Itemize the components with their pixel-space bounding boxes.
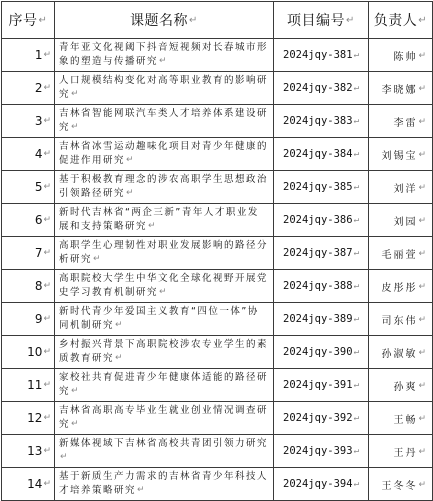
return-arrow-icon: ↵ bbox=[353, 313, 359, 324]
return-arrow-icon: ↵ bbox=[418, 183, 428, 193]
return-arrow-icon: ↵ bbox=[353, 280, 359, 291]
cell-project-code bbox=[274, 237, 369, 270]
cell-project-name bbox=[55, 303, 274, 336]
table-body bbox=[2, 39, 433, 501]
cell-project-code bbox=[274, 303, 369, 336]
project-table bbox=[1, 1, 433, 501]
project-code-text: 2024jqy-391 bbox=[283, 379, 353, 391]
return-arrow-icon: ↵ bbox=[353, 49, 359, 60]
return-arrow-icon: ↵ bbox=[346, 15, 355, 26]
return-arrow-icon: ↵ bbox=[159, 56, 169, 66]
return-arrow-icon: ↵ bbox=[126, 188, 136, 198]
project-owner-text: 刘园 bbox=[393, 216, 418, 228]
cell-project-name bbox=[55, 72, 274, 105]
return-arrow-icon: ↵ bbox=[353, 115, 359, 126]
table-row bbox=[2, 237, 433, 270]
table-row bbox=[2, 72, 433, 105]
project-name-text: 基于积极教育理念的涉农高职学生思想政治引领路径研究 bbox=[59, 174, 269, 199]
return-arrow-icon: ↵ bbox=[43, 83, 51, 93]
header-cell-index bbox=[2, 2, 55, 39]
cell-project-name bbox=[55, 402, 274, 435]
cell-project-owner bbox=[369, 138, 433, 171]
project-owner-text: 王丹 bbox=[393, 447, 418, 459]
cell-project-name bbox=[55, 270, 274, 303]
cell-project-owner bbox=[369, 105, 433, 138]
cell-project-owner bbox=[369, 204, 433, 237]
cell-project-owner bbox=[369, 468, 433, 501]
project-code-text: 2024jqy-386 bbox=[283, 214, 353, 226]
cell-project-code bbox=[274, 468, 369, 501]
return-arrow-icon: ↵ bbox=[43, 281, 51, 291]
return-arrow-icon: ↵ bbox=[353, 412, 359, 423]
return-arrow-icon: ↵ bbox=[60, 452, 70, 462]
project-code-text: 2024jqy-393 bbox=[283, 445, 353, 457]
project-owner-text: 李雷 bbox=[393, 117, 418, 129]
table-row bbox=[2, 435, 433, 468]
row-index-text: 11 bbox=[27, 378, 43, 392]
return-arrow-icon: ↵ bbox=[418, 348, 428, 358]
cell-project-name bbox=[55, 336, 274, 369]
project-owner-text: 孙淑敏 bbox=[381, 348, 418, 360]
cell-project-owner bbox=[369, 237, 433, 270]
return-arrow-icon: ↵ bbox=[43, 347, 51, 357]
return-arrow-icon: ↵ bbox=[71, 386, 81, 396]
return-arrow-icon: ↵ bbox=[43, 116, 51, 126]
cell-project-code bbox=[274, 204, 369, 237]
project-code-text: 2024jqy-389 bbox=[283, 313, 353, 325]
cell-row-index bbox=[2, 171, 55, 204]
cell-row-index bbox=[2, 270, 55, 303]
cell-project-owner bbox=[369, 171, 433, 204]
return-arrow-icon: ↵ bbox=[418, 249, 428, 259]
header-cell-code bbox=[274, 2, 369, 39]
row-index-text: 1 bbox=[34, 48, 43, 62]
cell-project-code bbox=[274, 171, 369, 204]
cell-project-owner bbox=[369, 72, 433, 105]
row-index-text: 4 bbox=[34, 147, 43, 161]
return-arrow-icon: ↵ bbox=[418, 117, 428, 127]
project-code-text: 2024jqy-385 bbox=[283, 181, 353, 193]
return-arrow-icon: ↵ bbox=[418, 282, 428, 292]
project-code-text: 2024jqy-394 bbox=[283, 478, 353, 490]
return-arrow-icon: ↵ bbox=[93, 254, 103, 264]
project-name-text: 吉林省智能网联汽车类人才培养体系建设研究 bbox=[59, 108, 269, 133]
project-owner-text: 刘锡宝 bbox=[381, 150, 418, 162]
header-row bbox=[2, 2, 433, 39]
project-name-text: 吉林省冰雪运动趣味化项目对青少年健康的促进作用研究 bbox=[59, 141, 269, 166]
project-owner-text: 王冬冬 bbox=[381, 480, 418, 492]
table-row bbox=[2, 402, 433, 435]
return-arrow-icon: ↵ bbox=[418, 150, 428, 160]
return-arrow-icon: ↵ bbox=[353, 82, 359, 93]
return-arrow-icon: ↵ bbox=[353, 247, 359, 258]
project-code-text: 2024jqy-390 bbox=[283, 346, 353, 358]
table-row bbox=[2, 336, 433, 369]
return-arrow-icon: ↵ bbox=[115, 353, 125, 363]
project-name-text: 新媒体视域下吉林省高校共青团引领力研究 bbox=[59, 438, 269, 449]
cell-project-name bbox=[55, 105, 274, 138]
return-arrow-icon: ↵ bbox=[115, 320, 125, 330]
row-index-text: 7 bbox=[34, 246, 43, 260]
return-arrow-icon: ↵ bbox=[71, 122, 81, 132]
cell-project-owner bbox=[369, 39, 433, 72]
row-index-text: 13 bbox=[27, 444, 43, 458]
return-arrow-icon: ↵ bbox=[353, 181, 359, 192]
return-arrow-icon: ↵ bbox=[418, 216, 428, 226]
cell-project-name bbox=[55, 237, 274, 270]
cell-project-name bbox=[55, 171, 274, 204]
return-arrow-icon: ↵ bbox=[43, 248, 51, 258]
project-code-text: 2024jqy-381 bbox=[283, 49, 353, 61]
cell-row-index bbox=[2, 39, 55, 72]
header-cell-name bbox=[55, 2, 274, 39]
return-arrow-icon: ↵ bbox=[137, 485, 147, 495]
cell-row-index bbox=[2, 237, 55, 270]
project-code-text: 2024jqy-384 bbox=[283, 148, 353, 160]
project-name-text: 高职院校大学生中华文化全球化视野开展党史学习教育机制研究 bbox=[59, 273, 269, 298]
table-row bbox=[2, 369, 433, 402]
return-arrow-icon: ↵ bbox=[43, 215, 51, 225]
cell-row-index bbox=[2, 336, 55, 369]
cell-project-name bbox=[55, 468, 274, 501]
cell-project-owner bbox=[369, 336, 433, 369]
project-owner-text: 刘洋 bbox=[393, 183, 418, 195]
return-arrow-icon: ↵ bbox=[38, 15, 48, 26]
header-label-index: 序号 bbox=[8, 13, 38, 29]
cell-project-code bbox=[274, 369, 369, 402]
table-row bbox=[2, 138, 433, 171]
project-name-text: 家校社共育促进青少年健康体适能的路径研究 bbox=[59, 372, 269, 397]
cell-row-index bbox=[2, 72, 55, 105]
cell-row-index bbox=[2, 204, 55, 237]
cell-project-name bbox=[55, 204, 274, 237]
cell-row-index bbox=[2, 369, 55, 402]
table-row bbox=[2, 468, 433, 501]
header-label-owner: 负责人 bbox=[373, 13, 418, 29]
return-arrow-icon: ↵ bbox=[353, 148, 359, 159]
return-arrow-icon: ↵ bbox=[353, 478, 359, 489]
return-arrow-icon: ↵ bbox=[418, 480, 428, 490]
cell-project-name bbox=[55, 435, 274, 468]
cell-project-code bbox=[274, 105, 369, 138]
project-name-text: 乡村振兴背景下高职院校涉农专业学生的素质教育研究 bbox=[59, 339, 269, 364]
cell-project-code bbox=[274, 138, 369, 171]
return-arrow-icon: ↵ bbox=[418, 447, 428, 457]
row-index-text: 2 bbox=[34, 81, 43, 95]
return-arrow-icon: ↵ bbox=[353, 346, 359, 357]
return-arrow-icon: ↵ bbox=[43, 182, 51, 192]
row-index-text: 9 bbox=[34, 312, 43, 326]
return-arrow-icon: ↵ bbox=[43, 50, 51, 60]
return-arrow-icon: ↵ bbox=[148, 221, 158, 231]
row-index-text: 3 bbox=[34, 114, 43, 128]
table-row bbox=[2, 39, 433, 72]
return-arrow-icon: ↵ bbox=[71, 419, 81, 429]
table-row bbox=[2, 270, 433, 303]
project-owner-text: 毛丽萱 bbox=[381, 249, 418, 261]
project-name-text: 人口规模结构变化对高等职业教育的影响研究 bbox=[59, 75, 269, 100]
project-code-text: 2024jqy-387 bbox=[283, 247, 353, 259]
cell-project-code bbox=[274, 270, 369, 303]
cell-project-name bbox=[55, 369, 274, 402]
row-index-text: 8 bbox=[34, 279, 43, 293]
return-arrow-icon: ↵ bbox=[189, 15, 198, 26]
project-name-text: 青年亚文化视阈下抖音短视频对长春城市形象的塑造与传播研究 bbox=[59, 42, 269, 67]
header-label-name: 课题名称 bbox=[130, 13, 189, 29]
return-arrow-icon: ↵ bbox=[43, 479, 51, 489]
return-arrow-icon: ↵ bbox=[418, 51, 428, 61]
header-cell-owner bbox=[369, 2, 433, 39]
return-arrow-icon: ↵ bbox=[353, 379, 359, 390]
project-owner-text: 陈帅 bbox=[393, 51, 418, 63]
project-owner-text: 司东伟 bbox=[381, 315, 418, 327]
project-owner-text: 王畅 bbox=[393, 414, 418, 426]
table-row bbox=[2, 204, 433, 237]
table-row bbox=[2, 105, 433, 138]
return-arrow-icon: ↵ bbox=[43, 413, 51, 423]
return-arrow-icon: ↵ bbox=[126, 155, 136, 165]
cell-row-index bbox=[2, 402, 55, 435]
row-index-text: 6 bbox=[34, 213, 43, 227]
return-arrow-icon: ↵ bbox=[159, 287, 169, 297]
row-index-text: 12 bbox=[27, 411, 43, 425]
cell-project-owner bbox=[369, 435, 433, 468]
project-owner-text: 李晓娜 bbox=[381, 84, 418, 96]
return-arrow-icon: ↵ bbox=[353, 214, 359, 225]
return-arrow-icon: ↵ bbox=[418, 381, 428, 391]
return-arrow-icon: ↵ bbox=[43, 314, 51, 324]
project-name-text: 新时代青少年爱国主义教育“四位一体”协同机制研究 bbox=[59, 306, 259, 331]
cell-project-code bbox=[274, 72, 369, 105]
cell-row-index bbox=[2, 435, 55, 468]
cell-project-code bbox=[274, 435, 369, 468]
project-name-text: 高职学生心理韧性对职业发展影响的路径分析研究 bbox=[59, 240, 269, 265]
return-arrow-icon: ↵ bbox=[71, 89, 81, 99]
cell-row-index bbox=[2, 105, 55, 138]
cell-project-code bbox=[274, 39, 369, 72]
row-index-text: 14 bbox=[27, 477, 43, 491]
project-code-text: 2024jqy-383 bbox=[283, 115, 353, 127]
return-arrow-icon: ↵ bbox=[418, 15, 428, 26]
return-arrow-icon: ↵ bbox=[43, 149, 51, 159]
return-arrow-icon: ↵ bbox=[418, 414, 428, 424]
row-index-text: 5 bbox=[34, 180, 43, 194]
cell-project-name bbox=[55, 138, 274, 171]
project-code-text: 2024jqy-392 bbox=[283, 412, 353, 424]
header-label-code: 项目编号 bbox=[287, 13, 346, 29]
project-code-text: 2024jqy-388 bbox=[283, 280, 353, 292]
return-arrow-icon: ↵ bbox=[418, 315, 428, 325]
cell-project-owner bbox=[369, 270, 433, 303]
cell-row-index bbox=[2, 303, 55, 336]
cell-row-index bbox=[2, 468, 55, 501]
row-index-text: 10 bbox=[27, 345, 43, 359]
return-arrow-icon: ↵ bbox=[43, 380, 51, 390]
return-arrow-icon: ↵ bbox=[418, 84, 428, 94]
return-arrow-icon: ↵ bbox=[353, 445, 359, 456]
cell-project-name bbox=[55, 39, 274, 72]
cell-project-code bbox=[274, 336, 369, 369]
cell-project-code bbox=[274, 402, 369, 435]
table-row bbox=[2, 171, 433, 204]
project-owner-text: 皮彤彤 bbox=[381, 282, 418, 294]
cell-project-owner bbox=[369, 402, 433, 435]
table-row bbox=[2, 303, 433, 336]
project-name-text: 新时代吉林省“两企三新”青年人才职业发展和支持策略研究 bbox=[59, 207, 259, 232]
return-arrow-icon: ↵ bbox=[43, 446, 51, 456]
project-code-text: 2024jqy-382 bbox=[283, 82, 353, 94]
project-owner-text: 孙爽 bbox=[393, 381, 418, 393]
project-name-text: 基于新质生产力需求的吉林省青少年科技人才培养策略研究 bbox=[59, 471, 269, 496]
cell-row-index bbox=[2, 138, 55, 171]
project-name-text: 吉林省高职高专毕业生就业创业情况调查研究 bbox=[59, 405, 269, 430]
cell-project-owner bbox=[369, 369, 433, 402]
cell-project-owner bbox=[369, 303, 433, 336]
